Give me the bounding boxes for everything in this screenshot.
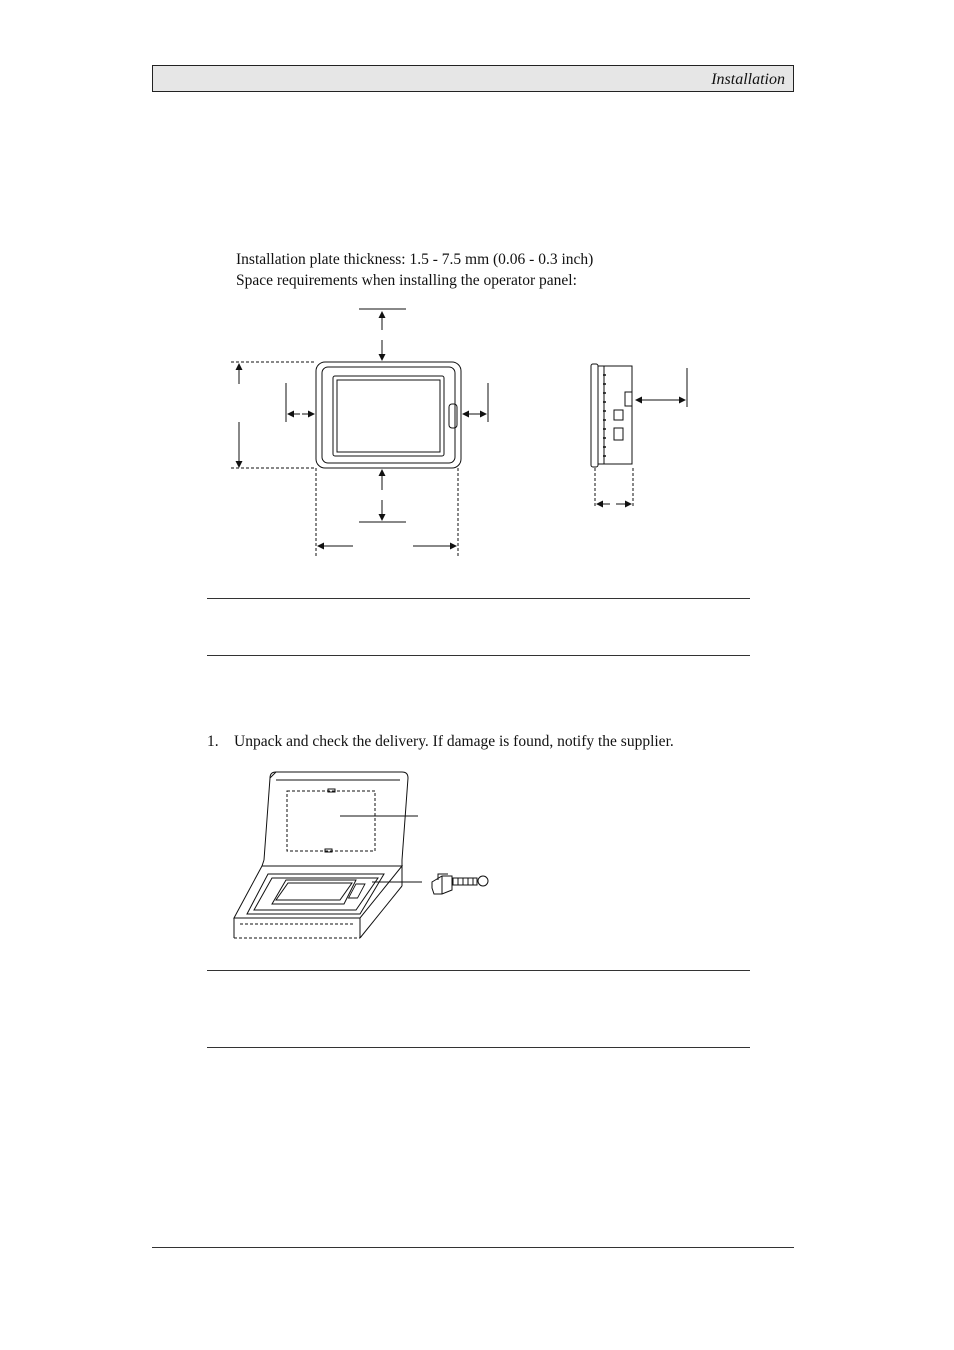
note-rule-top-2 (207, 970, 750, 971)
header-title: Installation (711, 71, 785, 88)
unpacking-illustration (228, 765, 498, 945)
mounting-clip-icon (432, 874, 488, 894)
step-number: 1. (207, 733, 219, 750)
box-base (234, 866, 402, 938)
footer-rule (152, 1247, 794, 1248)
space-requirements-diagram (220, 300, 720, 565)
note-rule-bottom-1 (207, 655, 750, 656)
space-requirements-text: Space requirements when installing the operator panel: (236, 272, 577, 289)
note-rule-top-1 (207, 598, 750, 599)
plate-thickness-text: Installation plate thickness: 1.5 - 7.5 mm (0.06 - 0.3 inch) (236, 251, 594, 268)
box-lid (262, 772, 408, 866)
panel-front-view (316, 362, 461, 468)
boxed-panel (247, 874, 384, 914)
page-header (152, 65, 794, 92)
note-rule-bottom-2 (207, 1047, 750, 1048)
panel-side-view (591, 364, 632, 467)
step-text: Unpack and check the delivery. If damage is found, notify the supplier. (234, 733, 674, 750)
